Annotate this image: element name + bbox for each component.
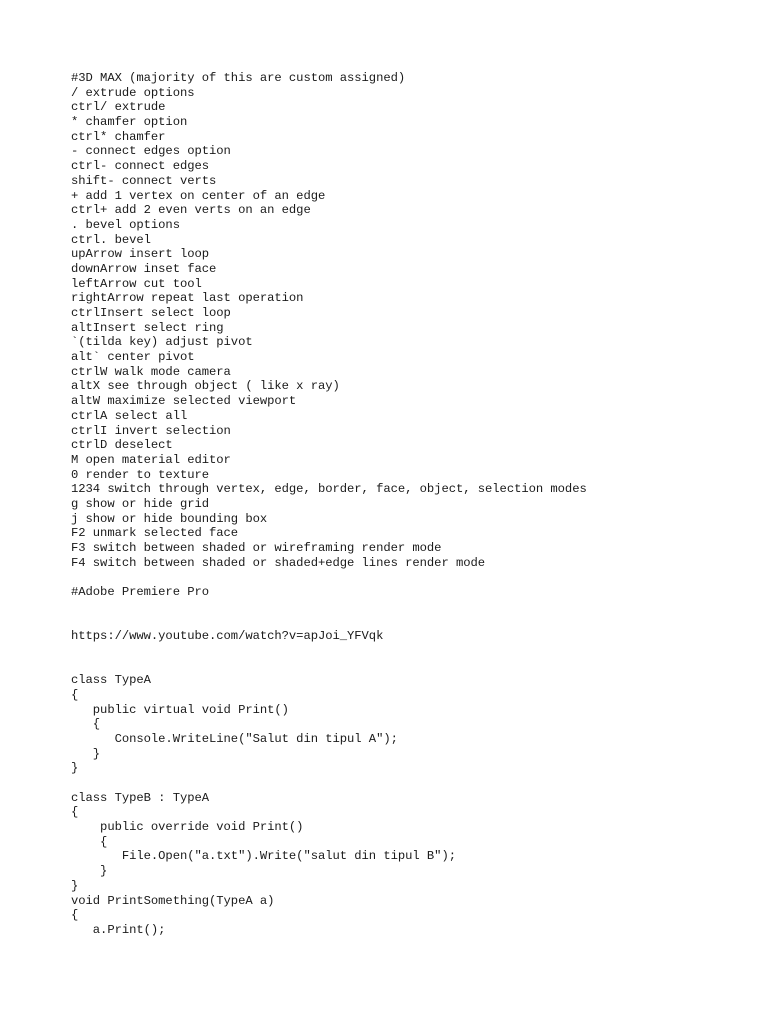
code-line: { [71,717,101,732]
shortcut-line: alt` center pivot [71,350,195,365]
shortcut-line: rightArrow repeat last operation [71,291,304,306]
section-heading-premiere: #Adobe Premiere Pro [71,585,210,600]
code-line: public virtual void Print() [71,702,289,717]
shortcut-line: - connect edges option [71,144,231,159]
code-block [71,673,751,937]
shortcut-line: ctrl. bevel [71,232,151,247]
shortcut-line: M open material editor [71,452,231,467]
code-line: void PrintSomething(TypeA a) [71,893,275,908]
code-line: { [71,834,108,849]
spacer [71,600,751,615]
shortcut-line: j show or hide bounding box [71,511,268,526]
shortcut-line: ctrlW walk mode camera [71,364,231,379]
code-line: } [71,864,108,879]
shortcut-line: . bevel options [71,217,180,232]
shortcut-line: ctrl* chamfer [71,129,166,144]
shortcut-line: 0 render to texture [71,467,210,482]
code-line: } [71,761,79,776]
code-line: public override void Print() [71,820,304,835]
shortcut-line: ctrl+ add 2 even verts on an edge [71,203,311,218]
shortcut-line: leftArrow cut tool [71,276,202,291]
shortcut-line: + add 1 vertex on center of an edge [71,188,326,203]
shortcut-line: 1234 switch through vertex, edge, border, face, object, selection modes [71,482,587,497]
shortcut-list [71,86,751,571]
shortcut-line: F2 unmark selected face [71,526,239,541]
code-line: } [71,746,101,761]
shortcut-line: F4 switch between shaded or shaded+edge lines render mode [71,555,486,570]
code-line: { [71,908,79,923]
spacer [71,644,751,659]
shortcut-line: altInsert select ring [71,320,224,335]
shortcut-line: F3 switch between shaded or wireframing render mode [71,541,442,555]
shortcut-line: downArrow inset face [71,261,217,276]
shortcut-line: ctrlI invert selection [71,423,231,438]
section-heading-3dmax: #3D MAX (majority of this are custom assigned) [71,71,406,85]
code-line: a.Print(); [71,922,166,937]
code-line: } [71,878,79,893]
shortcut-line: ctrlD deselect [71,438,173,453]
shortcut-line: `(tilda key) adjust pivot [71,335,253,350]
shortcut-line: shift- connect verts [71,173,217,188]
shortcut-line: altX see through object ( like x ray) [71,379,340,394]
spacer [71,570,751,585]
shortcut-line: ctrl- connect edges [71,159,210,174]
shortcut-line: * chamfer option [71,115,188,130]
shortcut-line: ctrl/ extrude [71,100,166,115]
shortcut-line: / extrude options [71,85,195,100]
shortcut-line: ctrlA select all [71,408,188,423]
code-line: { [71,805,79,820]
code-line: class TypeA [71,673,151,688]
shortcut-line: g show or hide grid [71,496,210,511]
shortcut-line: upArrow insert loop [71,247,210,262]
spacer [71,614,751,629]
code-line: { [71,687,79,702]
spacer [71,659,751,674]
shortcut-line: altW maximize selected viewport [71,394,297,409]
shortcut-line: ctrlInsert select loop [71,306,231,320]
code-line: File.Open("a.txt").Write("salut din tipul B"); [71,849,456,864]
code-line: class TypeB : TypeA [71,790,210,805]
document-body [71,71,751,938]
youtube-link[interactable]: https://www.youtube.com/watch?v=apJoi_YFVqk [71,629,384,644]
code-line [71,776,751,791]
code-line: Console.WriteLine("Salut din tipul A"); [71,731,398,746]
